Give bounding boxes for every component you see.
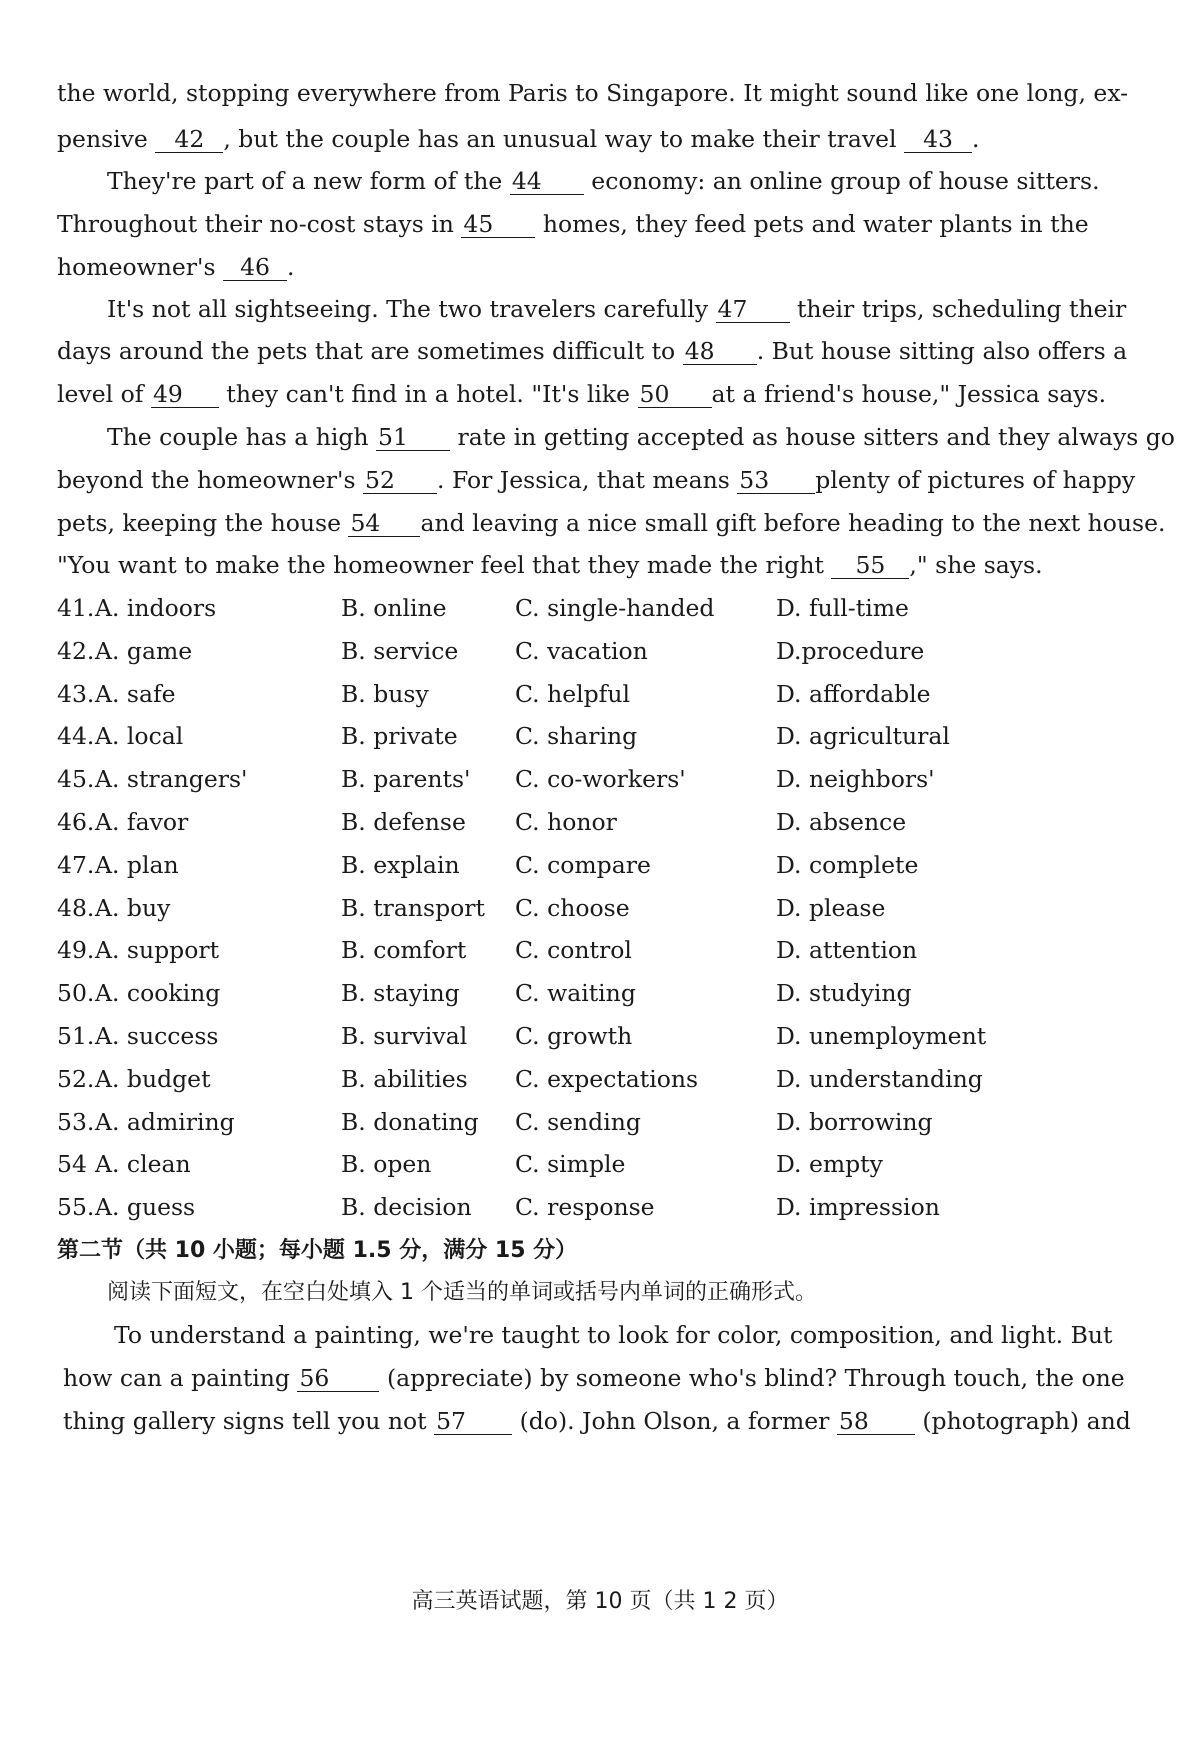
option-a: A. support <box>95 936 220 965</box>
passage-line-8: level of 49 they can't find in a hotel. "It's like 50 at a friend's house," Jessica says. <box>57 380 1107 408</box>
question-number: 46. <box>57 808 95 836</box>
question-number: 49. <box>57 936 95 965</box>
question-number: 45. <box>57 765 95 794</box>
option-b: B. survival <box>341 1022 468 1050</box>
option-d: D. impression <box>776 1193 940 1222</box>
passage-line-7: days around the pets that are sometimes difficult to 48 . But house sitting also offers a <box>57 337 1128 365</box>
option-b: B. private <box>341 722 458 751</box>
question-number: 55. <box>57 1193 95 1222</box>
option-c: C. co-workers' <box>515 765 686 794</box>
option-b: B. comfort <box>341 936 467 965</box>
option-b: B. online <box>341 594 447 622</box>
option-c: C. response <box>515 1193 655 1222</box>
passage-line-3: They're part of a new form of the 44 economy: an online group of house sitters. <box>107 167 1100 195</box>
question-number: 42. <box>57 636 95 665</box>
blank-51: 51 <box>376 424 450 451</box>
option-b: B. parents' <box>341 765 471 794</box>
option-b: B. transport <box>341 893 485 922</box>
blank-44: 44 <box>510 168 584 195</box>
option-c: C. compare <box>515 850 651 879</box>
blank-43: 43 <box>904 126 972 153</box>
option-c: C. sending <box>515 1107 641 1136</box>
blank-56: 56 <box>297 1365 379 1392</box>
passage-line-9: The couple has a high 51 rate in getting accepted as house sitters and they always go <box>107 423 1175 451</box>
blank-49: 49 <box>151 381 219 408</box>
option-c: C. choose <box>515 893 630 922</box>
option-a: A. favor <box>95 808 189 836</box>
option-a: A. game <box>95 636 193 665</box>
blank-42: 42 <box>155 126 223 153</box>
passage-line-2: pensive 42 , but the couple has an unusual way to make their travel 43 . <box>57 125 980 153</box>
blank-50: 50 <box>638 381 712 408</box>
blank-54: 54 <box>348 510 420 537</box>
section-2-instruction: 阅读下面短文，在空白处填入 1 个适当的单词或括号内单词的正确形式。 <box>107 1280 817 1305</box>
question-number: 43. <box>57 679 95 708</box>
option-row <box>57 893 1087 923</box>
option-a: A. budget <box>95 1064 211 1093</box>
passage-line-1: the world, stopping everywhere from Paris to Singapore. It might sound like one long, ex- <box>57 79 1129 107</box>
option-b: B. service <box>341 636 459 665</box>
page-footer: 高三英语试题，第 10 页（共 1 2 页） <box>411 1589 789 1614</box>
blank-53: 53 <box>737 467 815 494</box>
option-d: D. unemployment <box>776 1022 987 1050</box>
option-c: C. sharing <box>515 722 638 751</box>
question-number: 48. <box>57 893 95 922</box>
question-number: 50. <box>57 979 95 1008</box>
option-c: C. simple <box>515 1150 626 1179</box>
grammar-line-3: thing gallery signs tell you not 57 (do). John Olson, a former 58 (photograph) and <box>63 1407 1131 1435</box>
blank-55: 55 <box>831 552 909 579</box>
option-c: C. single-handed <box>515 594 715 622</box>
option-a: A. admiring <box>95 1107 235 1136</box>
question-number: 41. <box>57 594 95 622</box>
option-d: D. full-time <box>776 594 909 622</box>
option-d: D. attention <box>776 936 918 965</box>
option-b: B. abilities <box>341 1064 468 1093</box>
option-b: B. donating <box>341 1107 479 1136</box>
option-a: A. cooking <box>95 979 221 1008</box>
option-row <box>57 1021 1087 1051</box>
grammar-line-1: To understand a painting, we're taught to look for color, composition, and light. But <box>114 1321 1113 1349</box>
option-d: D. studying <box>776 979 912 1008</box>
option-row <box>57 1192 1087 1222</box>
option-d: D. neighbors' <box>776 765 935 794</box>
blank-46: 46 <box>223 254 287 281</box>
option-d: D. agricultural <box>776 722 950 751</box>
option-a: A. buy <box>95 893 171 922</box>
question-number: 53. <box>57 1107 95 1136</box>
option-row <box>57 636 1087 666</box>
option-a: A. guess <box>95 1193 196 1222</box>
option-row <box>57 1149 1087 1179</box>
option-d: D. affordable <box>776 679 931 708</box>
option-b: B. open <box>341 1150 432 1179</box>
section-2-title: 第二节（共 10 小题；每小题 1.5 分，满分 15 分） <box>57 1238 578 1263</box>
option-row <box>57 935 1087 965</box>
passage-line-4: Throughout their no-cost stays in 45 homes, they feed pets and water plants in the <box>57 210 1089 238</box>
blank-48: 48 <box>683 338 757 365</box>
option-d: D. empty <box>776 1150 883 1179</box>
blank-57: 57 <box>434 1408 512 1435</box>
question-number: 54 <box>57 1150 87 1179</box>
passage-line-11: pets, keeping the house 54 and leaving a nice small gift before heading to the next house. <box>57 509 1166 537</box>
option-row <box>57 764 1087 794</box>
passage-line-10: beyond the homeowner's 52 . For Jessica, that means 53 plenty of pictures of happy <box>57 466 1136 494</box>
option-d: D. please <box>776 893 886 922</box>
option-row <box>57 1064 1087 1094</box>
passage-line-5: homeowner's 46 . <box>57 253 295 281</box>
question-number: 51. <box>57 1022 95 1050</box>
blank-52: 52 <box>363 467 437 494</box>
option-b: B. busy <box>341 679 429 708</box>
option-c: C. waiting <box>515 979 636 1008</box>
option-b: B. explain <box>341 850 460 879</box>
grammar-line-2: how can a painting 56 (appreciate) by someone who's blind? Through touch, the one <box>63 1364 1125 1392</box>
option-a: A. plan <box>95 850 179 879</box>
blank-47: 47 <box>716 296 790 323</box>
passage-line-6: It's not all sightseeing. The two travelers carefully 47 their trips, scheduling their <box>107 295 1127 323</box>
passage-line-12: "You want to make the homeowner feel that they made the right 55 ," she says. <box>57 551 1043 579</box>
blank-45: 45 <box>461 211 535 238</box>
option-row <box>57 978 1087 1008</box>
option-row <box>57 721 1087 751</box>
option-a: A. safe <box>95 679 176 708</box>
option-b: B. staying <box>341 979 460 1008</box>
question-number: 47. <box>57 850 95 879</box>
option-c: C. control <box>515 936 632 965</box>
option-d: D. borrowing <box>776 1107 933 1136</box>
blank-58: 58 <box>837 1408 915 1435</box>
option-d: D. complete <box>776 850 919 879</box>
option-a: A. strangers' <box>95 765 248 794</box>
question-number: 52. <box>57 1064 95 1093</box>
option-row <box>57 807 1087 837</box>
option-c: C. honor <box>515 808 617 836</box>
option-row <box>57 1107 1087 1137</box>
option-c: C. vacation <box>515 636 648 665</box>
option-b: B. defense <box>341 808 466 836</box>
option-d: D.procedure <box>776 636 925 665</box>
option-a: A. clean <box>95 1150 191 1179</box>
option-c: C. growth <box>515 1022 633 1050</box>
option-c: C. expectations <box>515 1064 699 1093</box>
option-row <box>57 593 1087 623</box>
option-c: C. helpful <box>515 679 631 708</box>
option-b: B. decision <box>341 1193 472 1222</box>
option-d: D. absence <box>776 808 907 836</box>
option-a: A. success <box>95 1022 219 1050</box>
question-number: 44. <box>57 722 95 751</box>
option-row <box>57 850 1087 880</box>
option-a: A. indoors <box>95 594 217 622</box>
option-d: D. understanding <box>776 1064 983 1093</box>
option-a: A. local <box>95 722 184 751</box>
option-row <box>57 679 1087 709</box>
